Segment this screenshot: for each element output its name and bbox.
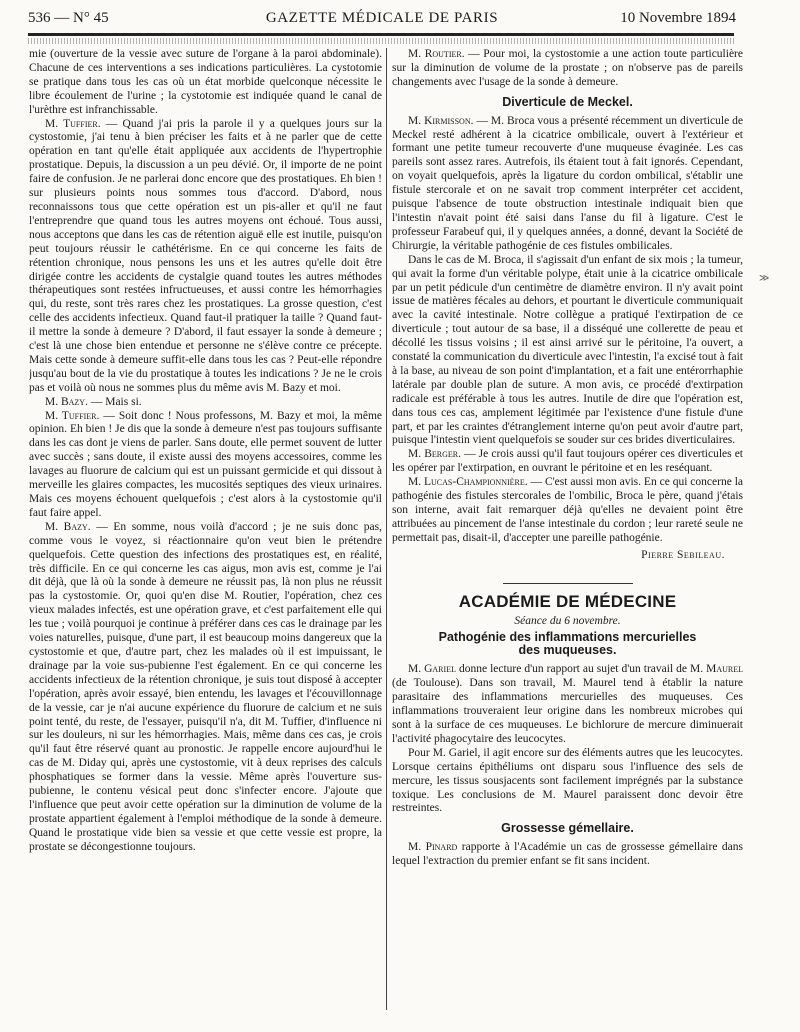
speech-text: — Mais si. bbox=[87, 395, 142, 408]
paragraph: Dans le cas de M. Broca, il s'agissait d'un enfant de six mois ; la tumeur, qui avait la forme d'un véritable polype, était unie à la cicatrice ombilicale par un petit pédicule d'un centimètre de diamètre environ. Il n'y avait point issue de matières fécales au dehors, et pourtant le diverticule communiquait avec la cavité intestinale. Notre collègue a pratiqué l'extirpation de ce diverticule ; tout autour de sa base, il a disséqué une collerette de peau et décollé les tissus voisins ; il est ainsi arrivé sur le péritoine, l'a ouvert, a constaté la communication du diverticule avec l'intestin, l'a excisé tout à fait à la base, au niveau de son point d'implantation, et a fait une entérorrhaphie latérale par double plan de suture. A mon avis, ce procédé d'extirpation radicale est préférable à tous les autres. Inutile de dire que l'opération est, dans tous ces cas, amplement légitimée par l'existence d'une fistule d'une part, et par les craintes d'étranglement interne qu'on peut avoir d'autre part, puisque l'intestin vient quelquefois se souder sur ces brides diverticulaires. bbox=[392, 253, 743, 447]
paragraph bbox=[392, 841, 743, 869]
paragraph bbox=[392, 48, 743, 90]
speaker-name: M. Lucas-Championnière. bbox=[408, 476, 528, 489]
paragraph: Pour M. Gariel, il agit encore sur des éléments autres que les leucocytes. Lorsque certains épithéliums ont disparu sous l'influence des sels de mercure, les tissus sousjacents sont facilement imprégnés par la substance toxique. Les conclusions de M. Maurel paraissent donc devoir être restreintes. bbox=[392, 746, 743, 815]
issue-date: 10 Novembre 1894 bbox=[620, 10, 736, 26]
journal-title: GAZETTE MÉDICALE DE PARIS bbox=[265, 10, 499, 26]
section-title-meckel: Diverticule de Meckel. bbox=[502, 94, 633, 109]
column-divider bbox=[386, 48, 387, 1010]
author-signature: Pierre Sebileau. bbox=[641, 548, 725, 561]
section-title-academie: ACADÉMIE DE MÉDECINE bbox=[458, 591, 677, 611]
speech-text: — C'est aussi mon avis. En ce qui concerne la pathogénie des fistules stercorales de l'ombilic, Broca le père, quand j'étais son interne, avait fait remarquer déjà qu'elles ne devaient point être attribuées au pincement de l'anse intestinale du cordon ; leur rareté seule ne permettait pas, disait-il, d'accepter une pareille pathogénie. bbox=[392, 476, 743, 544]
speaker-name: M. Tuffier. bbox=[45, 409, 100, 422]
page-number: 536 — N° 45 bbox=[28, 10, 109, 26]
speaker-name: M. Bazy. bbox=[45, 520, 91, 533]
speech-text: rapporte à l'Académie un cas de grossesse gémellaire dans lequel l'extraction du premier enfant se fit sans incident. bbox=[392, 841, 743, 868]
speaker-name: M. Berger. bbox=[408, 448, 461, 461]
speaker-name: M. Kirmisson. bbox=[408, 114, 474, 127]
speech-text: (de Toulouse). Dans son travail, M. Maurel tend à établir la nature parasitaire des inflammations mercurielles des muqueuses. Ces inflammations trouveraient leur origine dans les nombreux microbes qui sont à la surface de ces muqueuses. Le bichlorure de mercure diminuerait l'activité phagocytaire des leucocytes. bbox=[392, 677, 743, 745]
right-column bbox=[392, 48, 743, 1024]
speaker-name: M. Gariel bbox=[408, 663, 456, 676]
paragraph bbox=[392, 663, 743, 746]
speaker-name: M. Routier. bbox=[408, 48, 465, 60]
paragraph bbox=[392, 448, 743, 476]
page-header bbox=[28, 8, 736, 30]
speech-text: — Je crois aussi qu'il faut toujours opérer ces diverticules et les opérer par l'extirpation, en ouvrant le péritoine et en les reséquant. bbox=[392, 448, 743, 475]
paragraph bbox=[29, 521, 382, 855]
speech-text: donne lecture d'un rapport au sujet d'un travail de bbox=[455, 663, 690, 676]
subsection-title-line-1: Pathogénie des inflammations mercurielles bbox=[438, 629, 697, 644]
header-rule-pattern bbox=[28, 38, 734, 44]
speech-text: — Pour moi, la cystostomie a une action toute particulière sur la diminution de volume de la prostate ; on n'observe pas de pareils changements avec l'usage de la sonde à demeure. bbox=[392, 48, 743, 88]
left-column bbox=[29, 48, 382, 1024]
paragraph bbox=[29, 410, 382, 521]
paragraph bbox=[392, 476, 743, 546]
margin-mark: ≫ bbox=[759, 273, 770, 284]
speech-text: — En somme, nous voilà d'accord ; je ne suis donc pas, comme vous le voyez, si réactionnaire qu'on veut bien le prétendre quelquefois. Cette question des infections des prostatiques est, en réalité, très difficile. En ce qui concerne les cas aigus, mon avis est, comme je l'ai dit déjà, que là où la sonde à demeure ne réussit pas, là non plus ne réussit pas la cystostomie. Or, quoi qu'en dise M. Routier, l'opération, chez ces vieux malades infectés, est une opération grave, et c'est parfaitement elle qui les tue ; voilà pourquoi je continue à préférer dans ces cas le drainage par les voies naturelles, puisque, d'une part, il est beaucoup moins dangereux que la cystostomie et que, d'autre part, chez les malades où il est impuissant, le drainage par la voie sus-pubienne l'est également. En ce qui concerne les accidents infectieux de la rétention chronique, je suis tout disposé à accepter l'opération, après avoir essayé, bien entendu, les lavages et l'écouvillonnage de la vessie, car je n'ai aucune expérience du fluorure de calcium et ne suis point tenté, du reste, de l'essayer, puisqu'il n'a, dit M. Tuffier, d'influence ni sur les douleurs, ni sur les hémorrhagies. Mais, même dans ces cas, je crois qu'il faut être réservé quant au pronostic. Je rappelle encore aujourd'hui le cas de M. Diday qui, après une cystostomie, vit à deux reprises des calculs phosphatiques se former dans la vessie. Même après l'ouverture sus-pubienne, le contenu vésical peut donc s'infecter encore. J'ajoute que l'influence que peut avoir cette opération sur la diminution de volume de la prostate appartient également à l'emploi méthodique de la sonde à demeure. Quand le prostatique vide bien sa vessie et que cette vessie est propre, la prostate se décongestionne toujours. bbox=[29, 520, 382, 853]
section-divider bbox=[503, 583, 633, 584]
paragraph: mie (ouverture de la vessie avec suture de l'organe à la paroi abdominale). Chacune de ces interventions a ses indications particulières. La cystotomie se pratique dans tous les cas où un état morbide quelconque nécessite le libre écoulement de l'urine ; la cystotomie est indiquée quand le canal de l'urèthre est infranchissable. bbox=[29, 48, 382, 116]
speech-text: — Quand j'ai pris la parole il y a quelques jours sur la cystostomie, j'ai tenu à bien préciser les faits et à ne parler que de cette opération en tant qu'elle était appliquée aux accidents de l'hypertrophie prostatique. Depuis, la discussion a un peu dévié. Or, il importe de ne point faire de confusion. Je ne parlerai donc encore que des prostatiques. Eh bien ! sur plusieurs points nous sommes tous d'accord. D'abord, nous reconnaissons tous que cette opération est un pis-aller et qu'il ne faut l'entreprendre que quand tous les autres moyens ont échoué. Tous aussi, nous acceptons que dans les cas de rétention aiguë elle est inutile, puisqu'on peut toujours réussir le cathétérisme. En ce qui concerne les faits de rétention chronique, nous pensons les uns et les autres qu'elle doit être dirigée contre les accidents de cystalgie quand toutes les autres méthodes thérapeutiques sont restées infructueuses, et aussi contre les hémorrhagies qui, du reste, sont très rares chez les prostatiques. La grosse question, c'est celle des accidents infectieux. Quand faut-il pratiquer la taille ? Quand faut-il mettre la sonde à demeure ? D'abord, il faut essayer la sonde à demeure ; c'est là une chose bien entendue et personne ne s'élève contre ce précepte. Mais cette sonde à demeure suffit-elle dans tous les cas ? Peut-elle répondre jusqu'au bout de la vie du prostatique à toutes les indications ? Je ne le crois pas et voilà où nous ne sommes plus du même avis M. Bazy et moi. bbox=[29, 117, 382, 394]
speaker-name: M. Tuffier. bbox=[45, 117, 101, 130]
speech-text: — M. Broca vous a présenté récemment un diverticule de Meckel resté adhérent à la cicatrice ombilicale, ouvert à l'extérieur et formant une petite tumeur recouverte d'une muqueuse évaginée. Les cas pareils sont assez rares. Autrefois, ils étaient tout à fait ignorés. Cependant, on voyait quelquefois, après la ligature du cordon ombilical, s'établir une fistule stercorale et on ne savait trop comment interpréter cet accident, puisque l'absence de toute obstruction intestinale indiquait bien que l'intestin n'avait point été saisi dans l'anse du fil à ligature. C'est le professeur Farabeuf qui, il y quelques années, a donné, devant la Société de Chirurgie, la véritable pathogénie de ces fistules ombilicales. bbox=[392, 114, 743, 252]
paragraph bbox=[29, 396, 382, 410]
header-rule bbox=[28, 33, 734, 36]
paragraph bbox=[392, 115, 743, 254]
subsection-title-grossesse: Grossesse gémellaire. bbox=[501, 821, 634, 836]
speaker-name: M. Bazy. bbox=[45, 395, 88, 408]
session-date: Séance du 6 novembre. bbox=[514, 614, 621, 627]
paragraph bbox=[29, 118, 382, 396]
author-name: M. Maurel bbox=[690, 663, 743, 676]
speech-text: — Soit donc ! Nous professons, M. Bazy et moi, la même opinion. Eh bien ! Je dis que la sonde à demeure n'est pas toujours suffisante dans les cas dont je viens de parler. Sans doute, elle permet souvent de lutter avec succès ; sans doute, il existe aussi des moyens accessoires, comme les lavages au fluorure de calcium qui est un puissant germicide et qui dissout à merveille les glaires compactes, les mucosités septiques des vieux urinaires. Mais ces moyens échouent quelquefois ; c'est alors à la cystostomie qu'il faut faire appel. bbox=[29, 409, 382, 519]
speaker-name: M. Pinard bbox=[408, 841, 458, 854]
subsection-title-line-2: des muqueuses. bbox=[518, 643, 617, 658]
